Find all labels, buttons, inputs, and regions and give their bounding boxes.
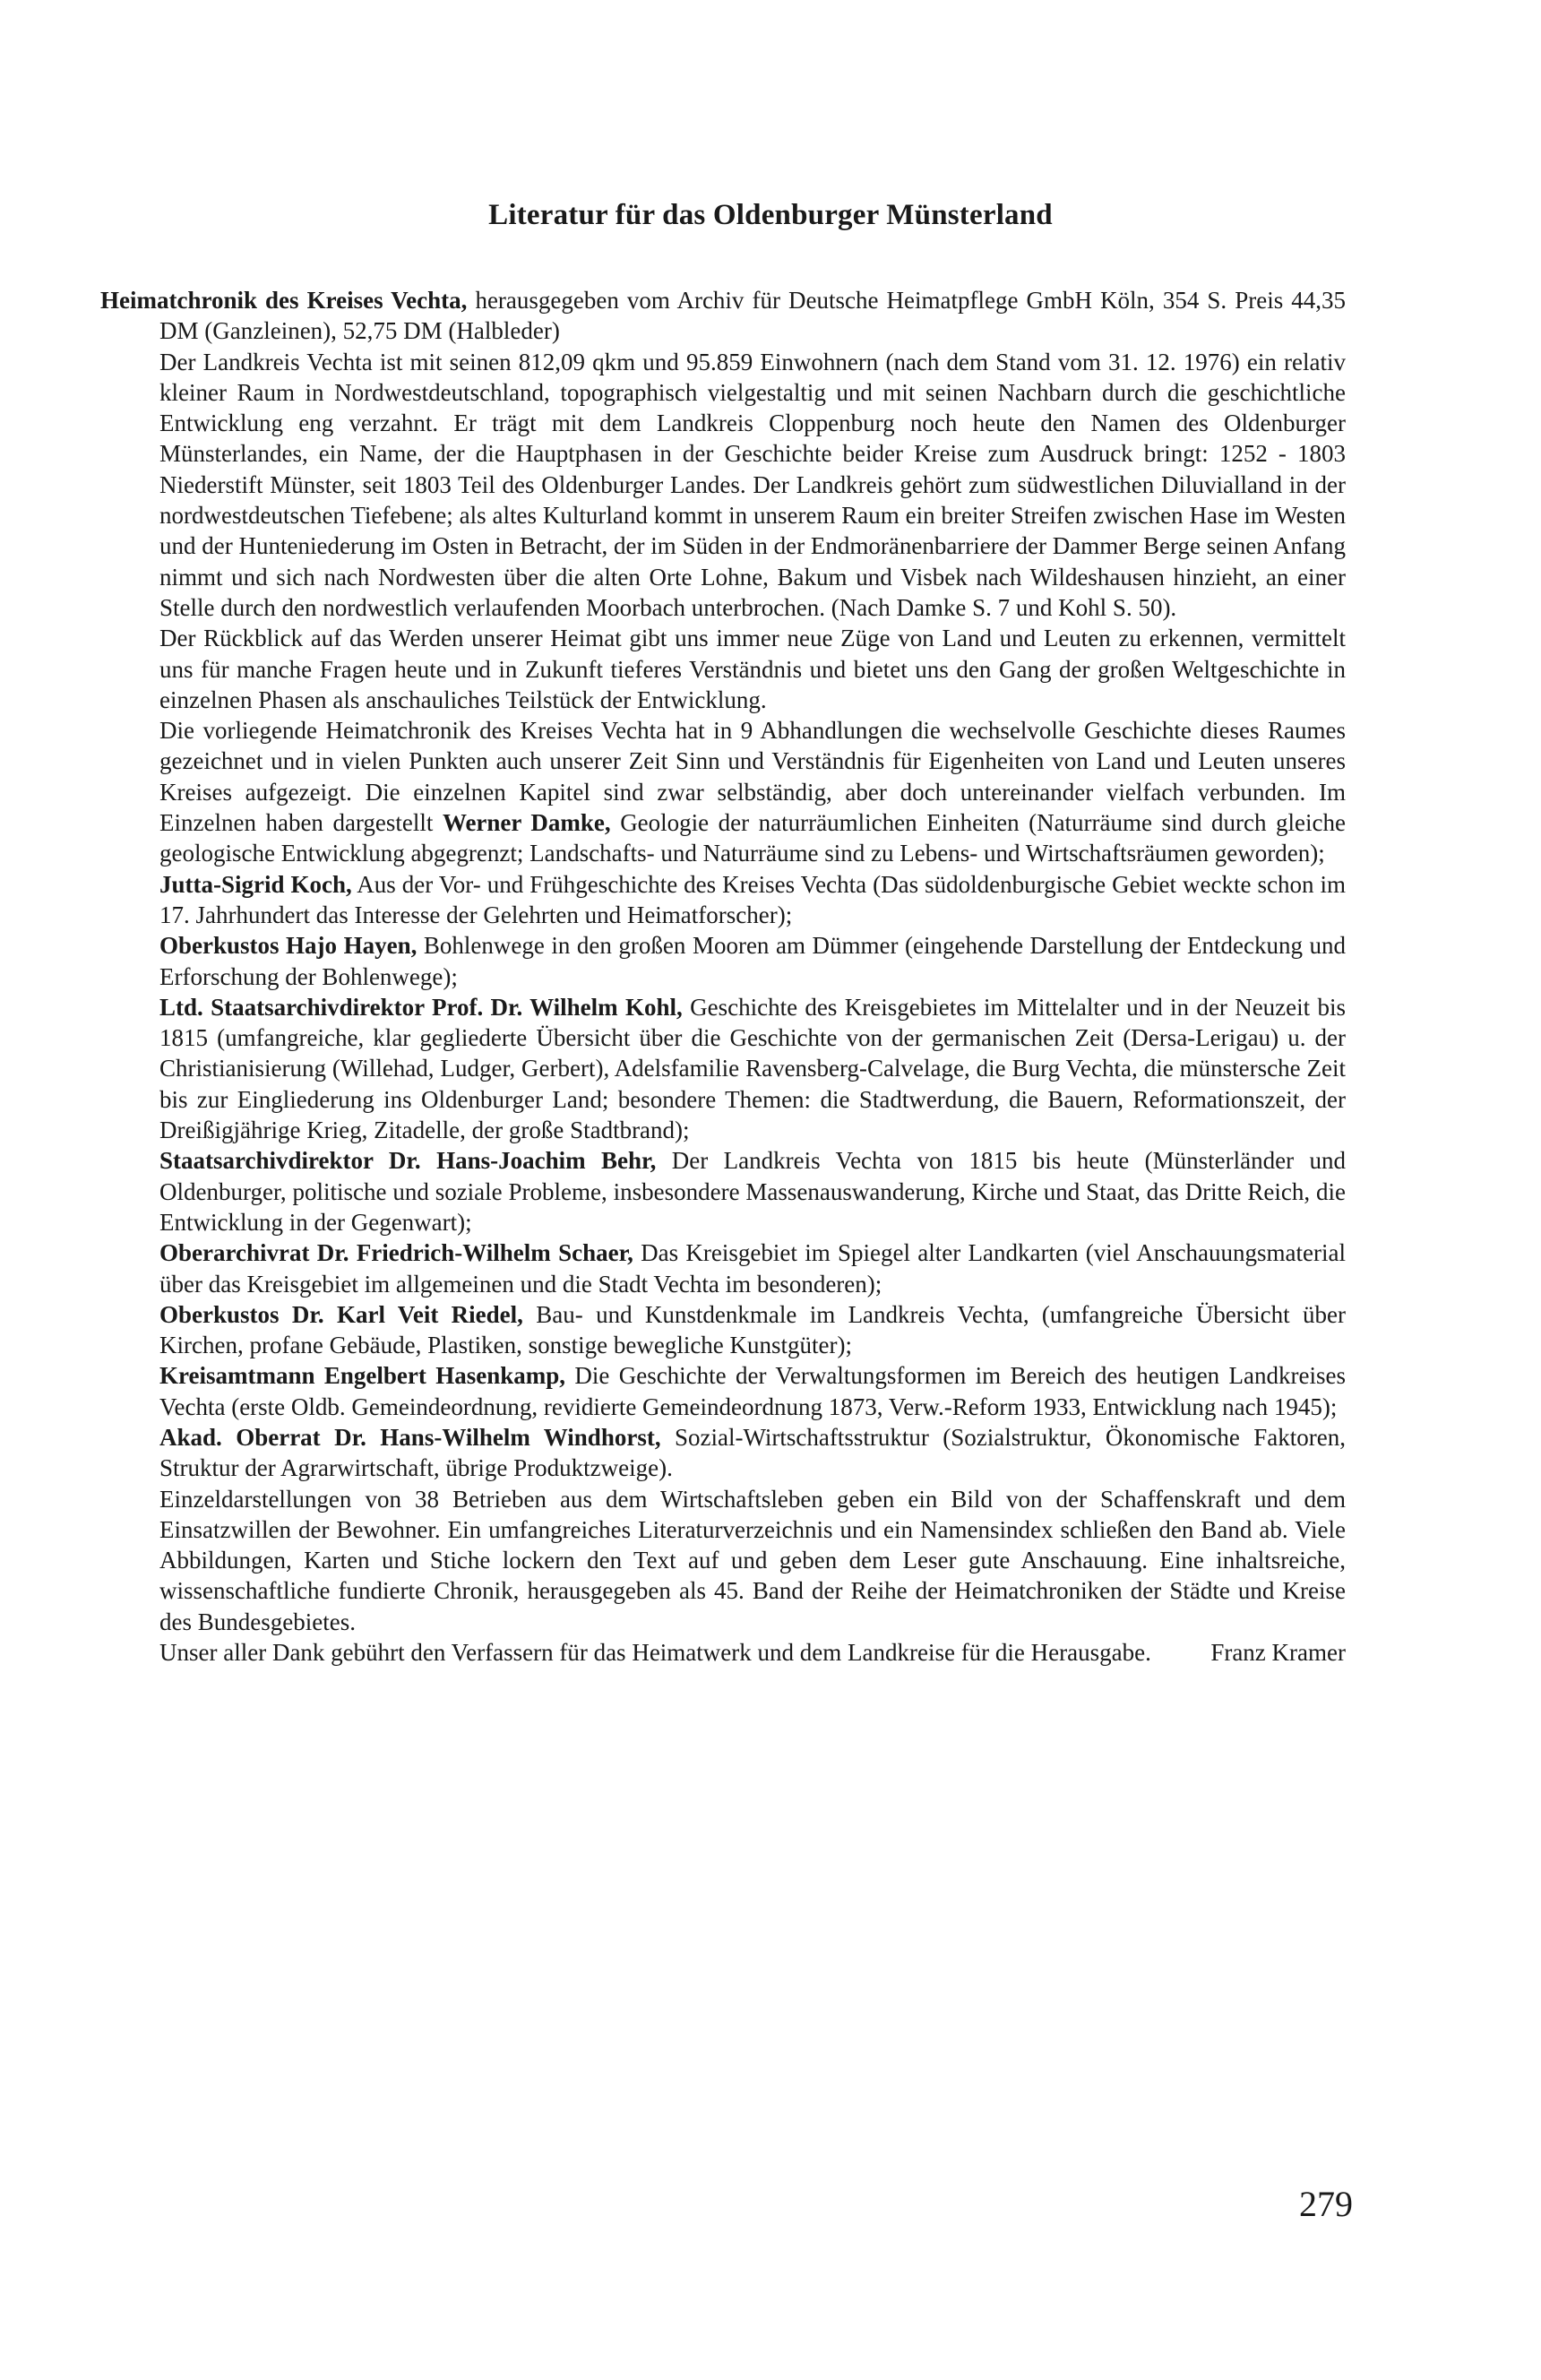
author-topic: Bohlenwege in den großen Mooren am Dümmer (eingehende Darstellung der Entdeckung und Erforschung der Bohlenwege); (159, 932, 1346, 990)
author-topic: Die Geschichte der Verwaltungsformen im Bereich des heutigen Landkreises Vechta (erste Oldb. Gemeindeordnung, revidierte Gemeindeordnung 1873, Verw.-Reform 1933, Entwicklung nach 1945); (159, 1362, 1346, 1420)
author-topic: Sozial-Wirtschaftsstruktur (Sozialstruktur, Ökonomische Faktoren, Struktur der Agrarwirtschaft, übrige Produktzweige). (159, 1423, 1347, 1482)
author-entry (159, 992, 1346, 1145)
author-name: Staatsarchivdirektor Dr. Hans-Joachim Behr, (159, 1147, 657, 1175)
author-name: Oberarchivrat Dr. Friedrich-Wilhelm Schaer, (159, 1239, 633, 1267)
author-topic: Bau- und Kunstdenkmale im Landkreis Vechta, (umfangreiche Übersicht über Kirchen, profane Gebäude, Plastiken, sonstige bewegliche Kunstgüter); (159, 1300, 1346, 1359)
author-entry (159, 1237, 1346, 1299)
page-number: 279 (1299, 2184, 1353, 2224)
author-topic: Geologie der naturräumlichen Einheiten (Naturräume sind durch gleiche geologische Entwicklung abgegrenzt; Landschafts- und Naturräume sind zu Lebens- und Wirtschaftsräumen geworden); (159, 809, 1346, 867)
review-text (100, 347, 1346, 1669)
author-name: Ltd. Staatsarchivdirektor Prof. Dr. Wilhelm Kohl, (159, 993, 683, 1021)
author-entry (159, 1145, 1346, 1237)
author-topic: Der Landkreis Vechta von 1815 bis heute (Münsterländer und Oldenburger, politische und soziale Probleme, insbesondere Massenauswanderung, Kirche und Staat, das Dritte Reich, die Entwicklung in der Gegenwart); (159, 1147, 1347, 1236)
author-entry (159, 869, 1346, 931)
author-entry (159, 930, 1346, 992)
book-title: Heimatchronik des Kreises Vechta, (100, 287, 468, 314)
paragraph: Der Rückblick auf das Werden unserer Heimat gibt uns immer neue Züge von Land und Leuten zu erkennen, vermittelt uns für manche Fragen heute und in Zukunft tieferes Verständnis und bietet uns den Gang der großen Weltgeschichte in einzelnen Phasen als anschauliches Teilstück der Entwicklung. (159, 625, 1346, 713)
author-entry (159, 1422, 1346, 1484)
page-title: Literatur für das Oldenburger Münsterland (488, 199, 1053, 231)
signature: Franz Kramer (1210, 1639, 1346, 1667)
paragraph: Der Landkreis Vechta ist mit seinen 812,09 qkm und 95.859 Einwohnern (nach dem Stand vom 31. 12. 1976) ein relativ kleiner Raum in Nordwestdeutschland, topographisch vielgestaltig und mit seinen Nachbarn durch die geschichtliche Entwicklung eng verzahnt. Er trägt mit dem Landkreis Cloppenburg noch heute den Namen des Oldenburger Münsterlandes, ein Name, der die Hauptphasen in der Geschichte beider Kreise zum Ausdruck bringt: 1252 - 1803 Niederstift Münster, seit 1803 Teil des Oldenburger Landes. Der Landkreis gehört zum südwestlichen Diluvialland in der nordwestdeutschen Tiefebene; als altes Kulturland kommt in unserem Raum ein breiter Streifen zwischen Hase im Westen und der Hunteniederung im Osten in Betracht, der im Süden in der Endmoränenbarriere der Dammer Berge seinen Anfang nimmt und sich nach Nordwesten über die alten Orte Lohne, Bakum und Visbek nach Wildeshausen hinzieht, an einer Stelle durch den nordwestlich verlaufenden Moorbach unterbrochen. (Nach Damke S. 7 und Kohl S. 50). (159, 348, 1346, 621)
author-entry (159, 1299, 1346, 1361)
author-name: Oberkustos Hajo Hayen, (159, 932, 418, 960)
book-info: herausgegeben vom Archiv für Deutsche Heimatpflege GmbH Köln, 354 S. Preis 44,35 DM (Ganzleinen), 52,75 DM (Halbleder) (159, 287, 1346, 345)
author-name: Werner Damke, (442, 809, 611, 837)
author-topic: Das Kreisgebiet im Spiegel alter Landkarten (viel Anschauungsmaterial über das Kreisgebiet im allgemeinen und die Stadt Vechta im besonderen); (159, 1239, 1347, 1298)
intro-text: Die vorliegende Heimatchronik des Kreises Vechta hat in 9 Abhandlungen die wechselvolle Geschichte dieses Raumes gezeichnet und in vielen Punkten auch unserer Zeit Sinn und Verständnis für Eigenheiten von Land und Leuten unseres Kreises aufgezeigt. Die einzelnen Kapitel sind zwar selbständig, aber doch untereinander vielfach verbunden. Im Einzelnen haben dargestellt (159, 717, 1346, 837)
paragraph-authors (159, 715, 1346, 868)
author-topic: Aus der Vor- und Frühgeschichte des Kreises Vechta (Das südoldenburgische Gebiet weckte schon im 17. Jahrhundert das Interesse der Gelehrten und Heimatforscher); (159, 870, 1346, 928)
review-body (100, 285, 1346, 1668)
thanks-text: Unser aller Dank gebührt den Verfassern für das Heimatwerk und dem Landkreise für die Herausgabe. (159, 1639, 1151, 1667)
paragraph: Einzeldarstellungen von 38 Betrieben aus dem Wirtschaftsleben geben ein Bild von der Schaffenskraft und dem Einsatzwillen der Bewohner. Ein umfangreiches Literaturverzeichnis und ein Namensindex schließen den Band ab. Viele Abbildungen, Karten und Stiche lockern den Text auf und geben dem Leser gute Anschauung. Eine inhaltsreiche, wissenschaftliche fundierte Chronik, herausgegeben als 45. Band der Reihe der Heimatchroniken der Städte und Kreise des Bundesgebietes. (159, 1485, 1346, 1635)
book-entry (100, 285, 1346, 347)
author-name: Akad. Oberrat Dr. Hans-Wilhelm Windhorst, (159, 1423, 661, 1451)
paragraph-thanks (159, 1637, 1346, 1668)
author-name: Kreisamtmann Engelbert Hasenkamp, (159, 1362, 565, 1390)
author-entry (159, 1360, 1346, 1422)
author-name: Oberkustos Dr. Karl Veit Riedel, (159, 1300, 523, 1328)
author-name: Jutta-Sigrid Koch, (159, 870, 352, 898)
author-topic: Geschichte des Kreisgebietes im Mittelalter und in der Neuzeit bis 1815 (umfangreiche, klar gegliederte Übersicht über die Geschichte von der germanischen Zeit (Dersa-Lerigau) u. der Christianisierung (Willehad, Ludger, Gerbert), Adelsfamilie Ravensberg-Calvelage, die Burg Vechta, die münstersche Zeit bis zur Eingliederung ins Oldenburger Land; besondere Themen: die Stadtwerdung, die Bauern, Reformationszeit, der Dreißigjährige Krieg, Zitadelle, der große Stadtbrand); (159, 993, 1347, 1144)
